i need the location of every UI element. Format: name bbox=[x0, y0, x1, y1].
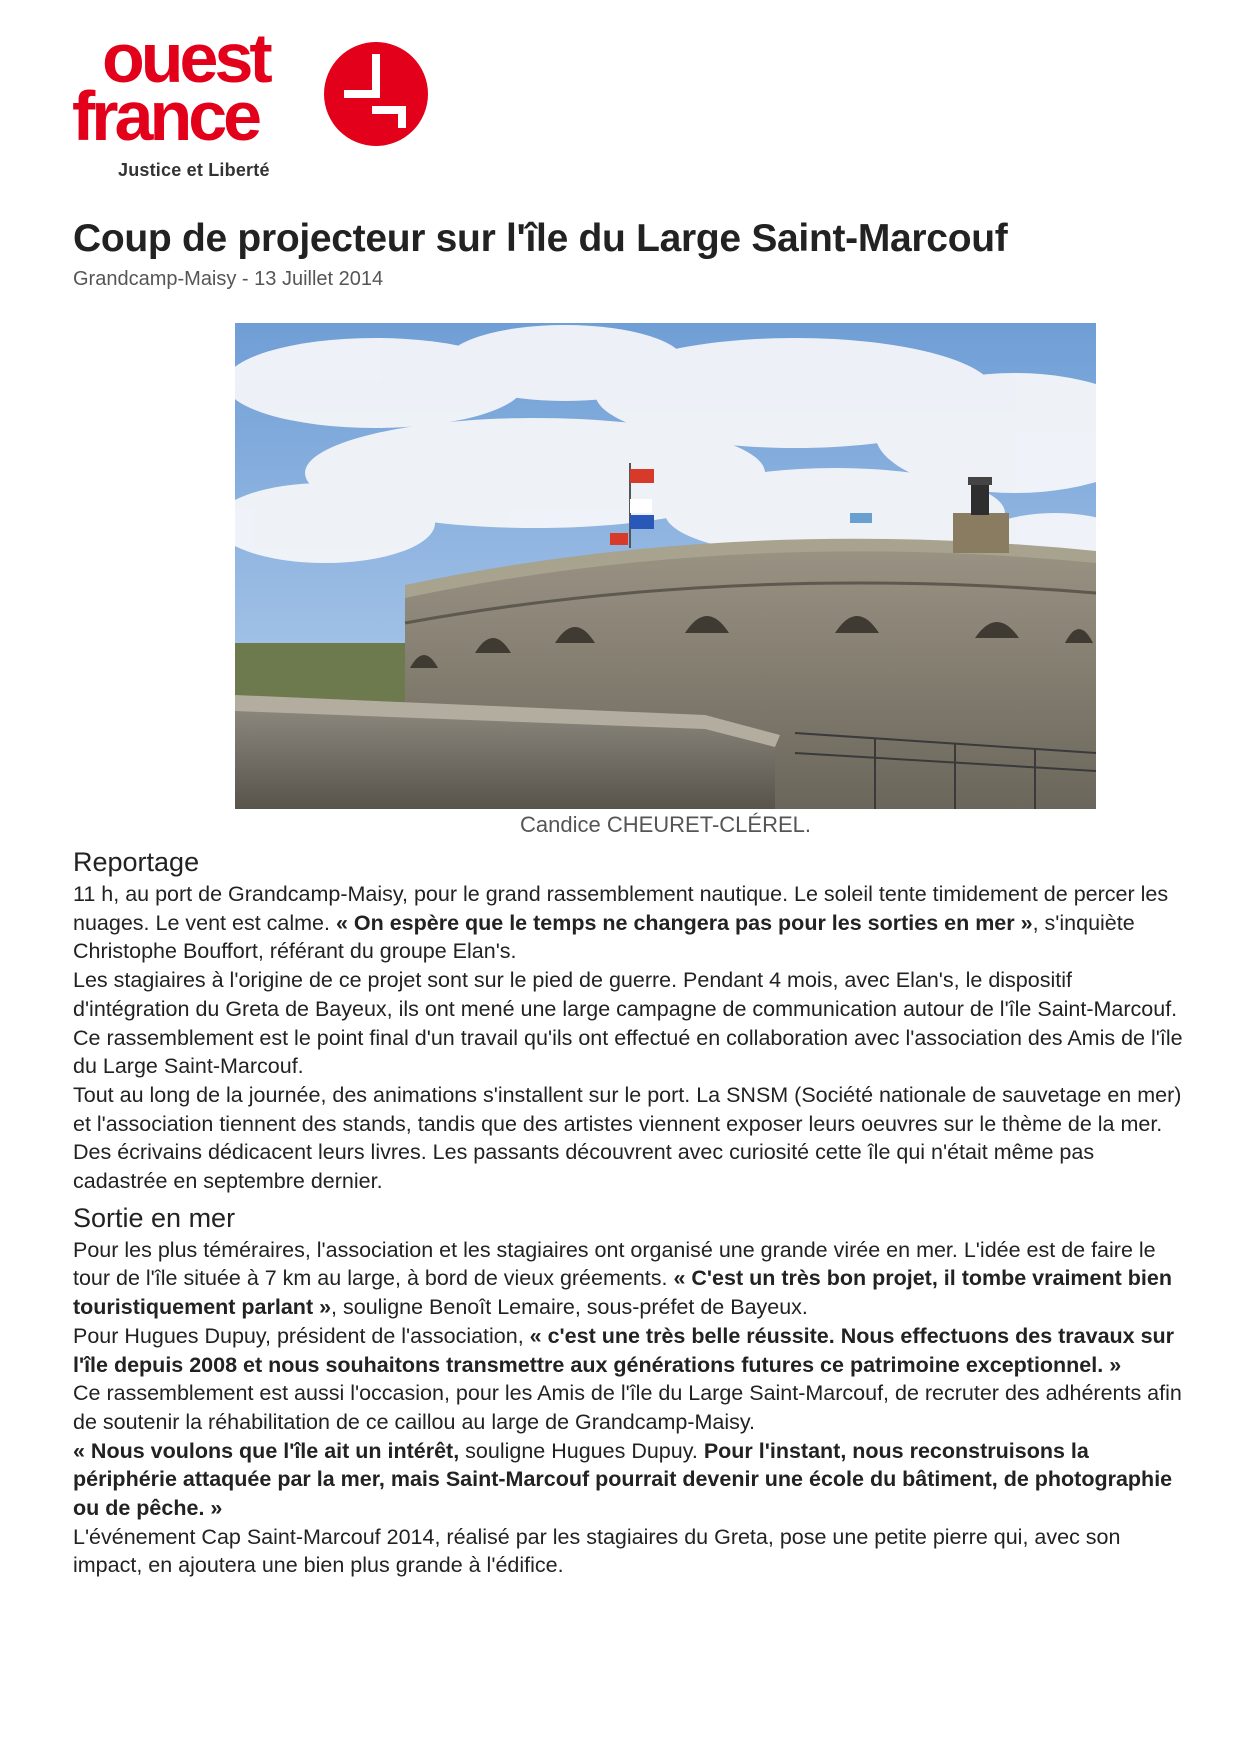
ouest-france-emblem-icon bbox=[322, 40, 430, 148]
quote-text: « On espère que le temps ne changera pas pour les sorties en mer » bbox=[335, 910, 1033, 935]
body-text: 11 h, au port de Grandcamp-Maisy, pour le grand rassemblement nautique. Le soleil tente timidement de percer les nuages. Le vent est calme. bbox=[73, 882, 1169, 935]
fort-saint-marcouf-photo bbox=[235, 323, 1096, 809]
article-paragraph bbox=[73, 1379, 1193, 1436]
body-text: , s'inquiète Christophe Bouffort, référant du groupe Elan's. bbox=[73, 910, 1135, 964]
article-paragraph bbox=[73, 1024, 1193, 1081]
article-paragraph bbox=[73, 1322, 1193, 1379]
quote-text: « Nous voulons que l'île ait un intérêt, bbox=[73, 1438, 460, 1463]
body-text: , souligne Benoît Lemaire, sous-préfet de Bayeux. bbox=[331, 1295, 808, 1320]
logo-word-france: france bbox=[72, 77, 259, 155]
section-heading: Sortie en mer bbox=[73, 1202, 236, 1233]
quote-text: « c'est une très belle réussite. Nous effectuons des travaux sur l'île depuis 2008 et nous souhaitons transmettre aux générations futures ce patrimoine exceptionnel. » bbox=[73, 1323, 1175, 1377]
logo-word-ouest: ouest bbox=[102, 19, 269, 97]
body-text: Pour les plus téméraires, l'association et les stagiaires ont organisé une grande virée en mer. L'idée est de faire le tour de l'île située à 7 km au large, à bord de vieux gréements. bbox=[73, 1237, 1156, 1291]
article-paragraph bbox=[73, 1081, 1193, 1196]
body-text: L'événement Cap Saint-Marcouf 2014, réalisé par les stagiaires du Greta, pose une petite pierre qui, avec son impact, en ajoutera une bien plus grande à l'édifice. bbox=[73, 1524, 1121, 1578]
article-body bbox=[73, 840, 1193, 1580]
body-text: Ce rassemblement est le point final d'un travail qu'ils ont effectué en collaboration avec l'association des Amis de l'île du Large Saint-Marcouf. bbox=[73, 1025, 1183, 1079]
article-dateline: Grandcamp-Maisy - 13 Juillet 2014 bbox=[73, 268, 384, 290]
body-text: Pour Hugues Dupuy, président de l'association, bbox=[73, 1323, 530, 1348]
article-paragraph bbox=[73, 880, 1193, 966]
section-heading: Reportage bbox=[73, 847, 200, 877]
quote-text: « C'est un très bon projet, il tombe vraiment bien touristiquement parlant » bbox=[73, 1266, 1172, 1320]
article-paragraph bbox=[73, 966, 1193, 1023]
logo-tagline: Justice et Liberté bbox=[118, 160, 270, 180]
body-text: Les stagiaires à l'origine de ce projet sont sur le pied de guerre. Pendant 4 mois, avec Elan's, le dispositif d'intégration du Greta de Bayeux, ils ont mené une large campagne de communication autour de l'île Saint-Marcouf. bbox=[73, 968, 1178, 1021]
body-text: souligne Hugues Dupuy. bbox=[459, 1438, 704, 1463]
body-text: Tout au long de la journée, des animations s'installent sur le port. La SNSM (Société nationale de sauvetage en mer) et l'association tiennent des stands, tandis que des artistes viennent exposer leurs oeuvres sur le thème de la mer. Des écrivains dédicacent leurs livres. Les passants découvrent avec curiosité cette île qui n'était même pas cadastrée en septembre dernier. bbox=[73, 1082, 1182, 1194]
article-title: Coup de projecteur sur l'île du Large Saint-Marcouf bbox=[73, 217, 1008, 260]
article-paragraph bbox=[73, 1437, 1193, 1523]
body-text: Ce rassemblement est aussi l'occasion, pour les Amis de l'île du Large Saint-Marcouf, de recruter des adhérents afin de soutenir la réhabilitation de ce caillou au large de Grandcamp-Maisy. bbox=[73, 1381, 1182, 1434]
article-paragraph bbox=[73, 1236, 1193, 1322]
ouest-france-logo bbox=[72, 19, 432, 188]
quote-text: Pour l'instant, nous reconstruisons la périphérie attaquée par la mer, mais Saint-Marcouf pourrait devenir une école du bâtiment, de photographie ou de pêche. » bbox=[73, 1438, 1173, 1521]
article-paragraph bbox=[73, 1523, 1193, 1580]
photo-caption: Candice CHEURET-CLÉREL. bbox=[520, 812, 811, 837]
